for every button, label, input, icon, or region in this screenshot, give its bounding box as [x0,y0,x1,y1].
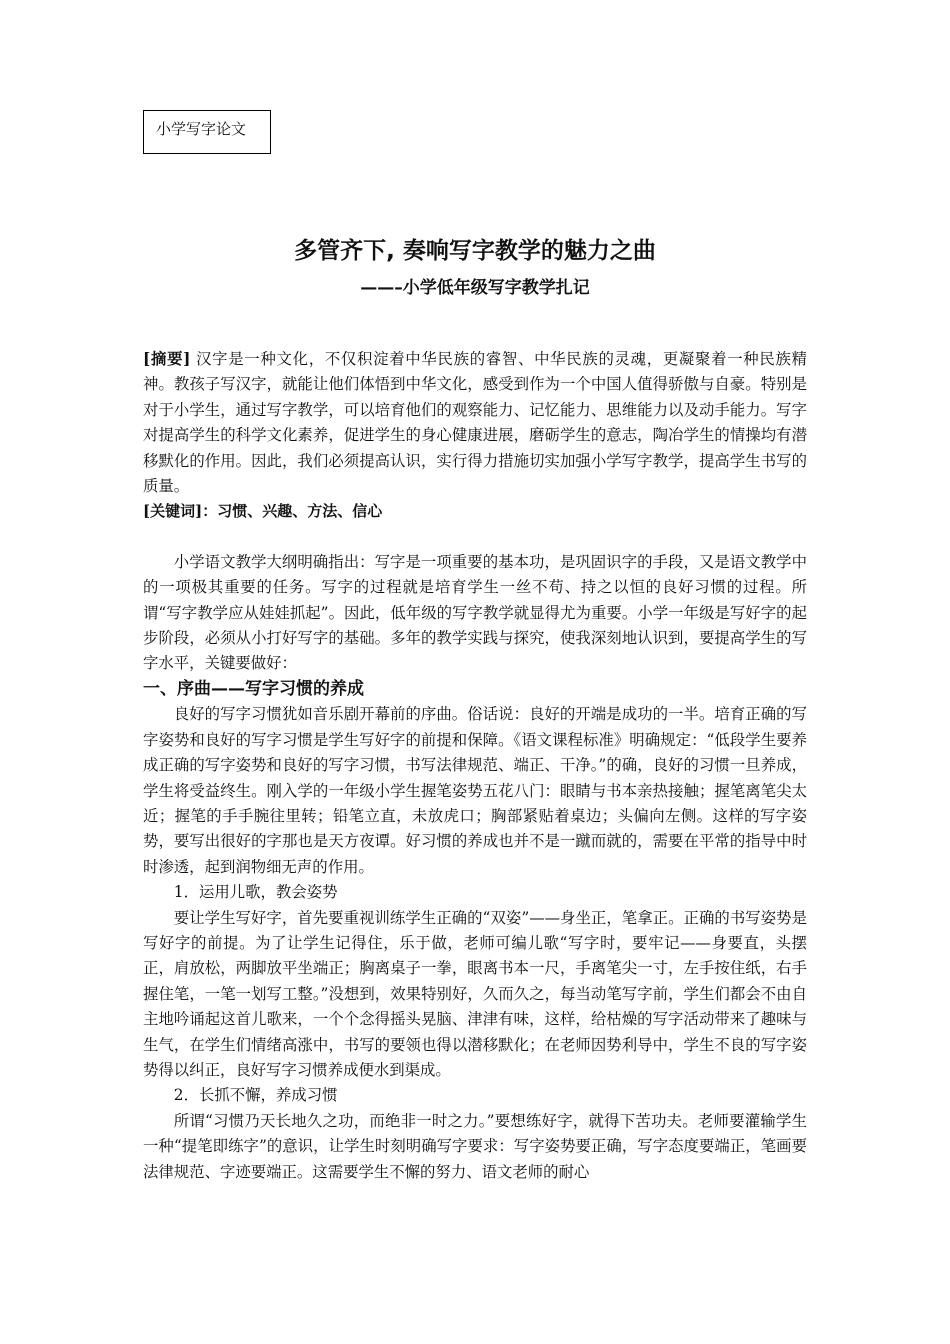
article-body [143,347,807,1185]
subsection-paragraph-1: 要让学生写好字，首先要重视训练学生正确的“双姿”——身坐正，笔拿正。正确的书写姿势是写好字的前提。为了让学生记得住，乐于做，老师可编儿歌“写字时，要牢记——身要直，头摆正，肩放松，两脚放平坐端正；胸离桌子一拳，眼离书本一尺，手离笔尖一寸，左手按住纸，右手握住笔，一笔一划写工整。”没想到，效果特别好，久而久之，每当动笔写字前，学生们都会不由自主地吟诵起这首儿歌来，一个个念得摇头晃脑、津津有味，这样，给枯燥的写字活动带来了趣味与生气，在学生们情绪高涨中，书写的要领也得以潜移默化；在老师因势利导中，学生不良的写字姿势得以纠正，良好写字习惯养成便水到渠成。 [143,908,807,1079]
category-tag-label: 小学写字论文 [156,120,247,138]
abstract-label: [摘要] [143,350,191,368]
abstract-text: 汉字是一种文化，不仅积淀着中华民族的睿智、中华民族的灵魂，更凝聚着一种民族精神。教孩子写汉字，就能让他们体悟到中华文化，感受到作为一个中国人值得骄傲与自豪。特别是对于小学生，通过写字教学，可以培育他们的观察能力、记忆能力、思维能力以及动手能力。写字对提高学生的科学文化素养，促进学生的身心健康进展，磨砺学生的意志，陶冶学生的情操均有潜移默化的作用。因此，我们必须提高认识，实行得力措施切实加强小学写字教学，提高学生书写的质量。 [143,350,807,496]
section-heading: 一、序曲——写字习惯的养成 [143,678,364,699]
keywords-label: [关键词]： [143,502,218,521]
keywords-text: 习惯、兴趣、方法、信心 [217,502,383,521]
paragraph-spacer [143,525,807,550]
intro-paragraph: 小学语文教学大纲明确指出：写字是一项重要的基本功，是巩固识字的手段，又是语文教学中的一项极其重要的任务。写字的过程就是培育学生一丝不苟、持之以恒的良好习惯的过程。所谓“写字教学应从娃娃抓起”。因此，低年级的写字教学就显得尤为重要。小学一年级是写好字的起步阶段，必须从小打好写字的基础。多年的教学实践与探究，使我深刻地认识到，要提高学生的写字水平，关键要做好： [143,552,807,673]
category-tag-box [143,110,271,154]
section-paragraph: 良好的写字习惯犹如音乐剧开幕前的序曲。俗话说：良好的开端是成功的一半。培育正确的写字姿势和良好的写字习惯是学生写好字的前提和保障。《语文课程标准》明确规定：“低段学生要养成正确的写字姿势和良好的写字习惯，书写法律规范、端正、干净。”的确，良好的习惯一旦养成，学生将受益终生。刚入学的一年级小学生握笔姿势五花八门：眼睛与书本亲热接触；握笔离笔尖太近；握笔的手手腕往里转；铅笔立直，未放虎口；胸部紧贴着桌边；头偏向左侧。这样的写字姿势，要写出很好的字那也是天方夜谭。好习惯的养成也并不是一蹴而就的，需要在平常的指导中时时渗透，起到润物细无声的作用。 [143,705,807,876]
subsection-heading-2: 2．长抓不懈，养成习惯 [173,1086,338,1105]
subsection-heading-1: 1．运用儿歌，教会姿势 [173,883,338,902]
subsection-paragraph-2: 所谓“习惯乃天长地久之功，而绝非一时之力。”要想练好字，就得下苦功夫。老师要灌输学生一种“提笔即练字”的意识，让学生时刻明确写字要求：写字姿势要正确，写字态度要端正，笔画要法律规范、字迹要端正。这需要学生不懈的努力、语文老师的耐心 [143,1111,807,1181]
article-title: 多管齐下, 奏响写字教学的魅力之曲 [294,238,656,264]
keywords-paragraph [143,499,807,524]
abstract-paragraph [143,347,807,499]
article-subtitle: ——–小学低年级写字教学扎记 [360,278,590,298]
